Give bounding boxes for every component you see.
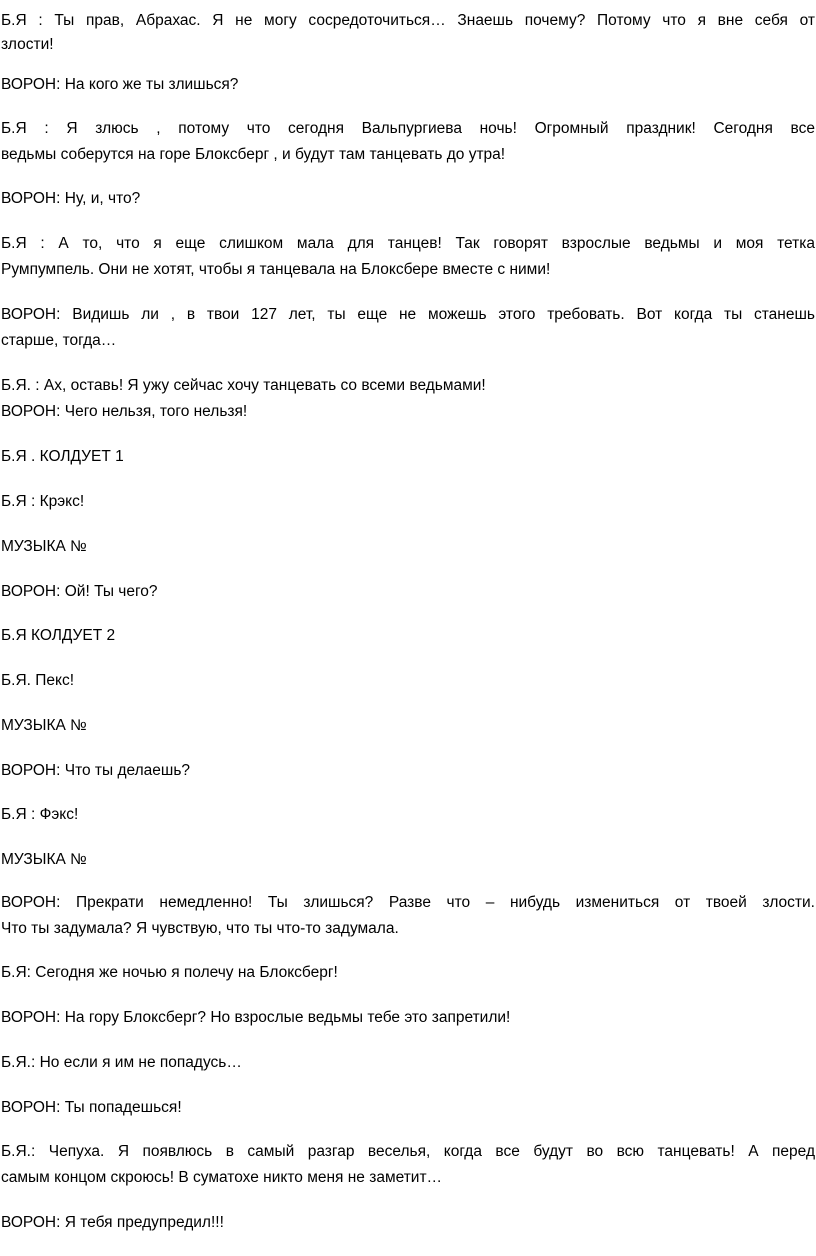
text-line: Б.Я . КОЛДУЕТ 1 — [1, 448, 124, 465]
text-line: ВОРОН: Ты попадешься! — [1, 1099, 182, 1116]
text-line: Б.Я.: Чепуха. Я появлюсь в самый разгар веселья, когда все будут во всю танцевать! А перед — [1, 1143, 815, 1160]
text-line: Б.Я КОЛДУЕТ 2 — [1, 627, 116, 644]
text-line: Б.Я. Пекс! — [1, 672, 75, 689]
text-line: ВОРОН: Прекрати немедленно! Ты злишься? Разве что – нибудь измениться от твоей злости. — [1, 894, 815, 911]
text-line: ВОРОН: На кого же ты злишься? — [1, 76, 239, 93]
text-line: ВОРОН: Ой! Ты чего? — [1, 583, 158, 600]
text-line: Б.Я : Я злюсь , потому что сегодня Вальпургиева ночь! Огромный праздник! Сегодня все — [1, 120, 815, 137]
text-line: ВОРОН: Ну, и, что? — [1, 190, 141, 207]
text-line: Б.Я: Сегодня же ночью я полечу на Блоксберг! — [1, 964, 338, 981]
text-line: МУЗЫКА № — [1, 851, 87, 868]
text-line: ВОРОН: Чего нельзя, того нельзя! — [1, 403, 248, 420]
text-line: ведьмы соберутся на горе Блоксберг , и будут там танцевать до утра! — [1, 146, 506, 163]
text-line: старше, тогда… — [1, 332, 117, 349]
text-line: Б.Я. : Ах, оставь! Я ужу сейчас хочу танцевать со всеми ведьмами! — [1, 377, 486, 394]
text-line: МУЗЫКА № — [1, 538, 87, 555]
text-line: Б.Я : Ты прав, Абрахас. Я не могу сосредоточиться… Знаешь почему? Потому что я вне себя от — [1, 12, 815, 29]
text-line: Б.Я : А то, что я еще слишком мала для танцев! Так говорят взрослые ведьмы и моя тетка — [1, 235, 815, 252]
text-line: Что ты задумала? Я чувствую, что ты что-то задумала. — [1, 920, 399, 937]
text-line: ВОРОН: Что ты делаешь? — [1, 762, 191, 779]
text-line: злости! — [1, 36, 54, 53]
text-line: ВОРОН: Видишь ли , в твои 127 лет, ты еще не можешь этого требовать. Вот когда ты станешь — [1, 306, 815, 323]
text-line: ВОРОН: На гору Блоксберг? Но взрослые ведьмы тебе это запретили! — [1, 1009, 511, 1026]
text-line: МУЗЫКА № — [1, 717, 87, 734]
text-line: Румпумпель. Они не хотят, чтобы я танцевала на Блоксбере вместе с ними! — [1, 261, 551, 278]
text-line: ВОРОН: Я тебя предупредил!!! — [1, 1214, 224, 1231]
text-line: Б.Я.: Но если я им не попадусь… — [1, 1054, 242, 1071]
text-line: Б.Я : Крэкс! — [1, 493, 85, 510]
text-line: Б.Я : Фэкс! — [1, 806, 79, 823]
text-line: самым концом скроюсь! В суматохе никто меня не заметит… — [1, 1169, 443, 1186]
